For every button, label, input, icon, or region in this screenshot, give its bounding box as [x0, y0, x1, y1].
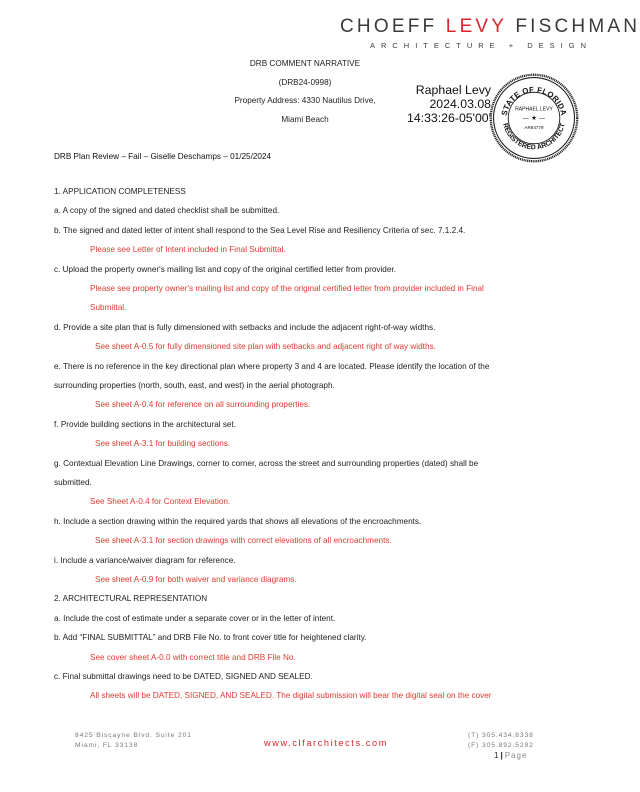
footer-phones — [468, 731, 534, 751]
comment-line: b. Add “FINAL SUBMITTAL” and DRB File No. to front cover title for heightened clarity. — [54, 633, 367, 643]
page-label: Page — [504, 751, 528, 760]
signature-name: Raphael Levy — [415, 83, 491, 97]
response-line: See sheet A-0.5 for fully dimensioned site plan with setbacks and adjacent right of way widths. — [95, 342, 436, 352]
address-line-1: Property Address: 4330 Nautilus Drive, — [234, 96, 376, 105]
comment-line: submitted. — [54, 478, 92, 487]
comment-line: h. Include a section drawing within the required yards that shows all elevations of the encroachments. — [54, 516, 422, 526]
comment-line: surrounding properties (north, south, east, and west) in the aerial photograph. — [54, 381, 335, 390]
response-line: Please see property owner's mailing list and copy of the original certified letter from provider included in Final — [90, 284, 484, 293]
page-number-value: 1 — [494, 751, 499, 760]
svg-text:AR94779: AR94779 — [524, 125, 544, 131]
company-logo — [340, 16, 640, 50]
logo-wordmark — [340, 16, 640, 38]
logo-name-part2: LEVY — [445, 16, 507, 37]
footer-address-line-2: Miami, FL 33138 — [75, 742, 139, 749]
response-line: See sheet A-0.9 for both waiver and variance diagrams. — [95, 575, 297, 584]
document-header — [190, 55, 420, 129]
response-line: See sheet A-3.1 for section drawings with correct elevations of all encroachments. — [95, 536, 392, 546]
response-line: Submittal. — [90, 303, 127, 313]
logo-name-part1: CHOEFF — [340, 16, 446, 37]
response-line: See Sheet A-0.4 for Context Elevation. — [90, 497, 231, 507]
logo-tagline: ARCHITECTURE + DESIGN — [369, 41, 592, 50]
comment-line: b. The signed and dated letter of intent shall respond to the Sea Level Rise and Resiliency Criteria of sec. 7.1.2.4. — [54, 225, 466, 235]
footer-phone-f: (F) 305.892.5292 — [468, 742, 534, 749]
footer-website-link[interactable]: www.clfarchitects.com — [264, 738, 388, 748]
comment-line: a. Include the cost of estimate under a separate cover or in the letter of intent. — [54, 613, 336, 623]
comment-line: d. Provide a site plan that is fully dimensioned with setbacks and include the adjacent right-of-way widths. — [54, 322, 436, 332]
comment-line: g. Contextual Elevation Line Drawings, corner to corner, across the street and surrounding properties (dated) shall be — [54, 458, 479, 468]
footer-address-line-1: 8425 Biscayne Blvd. Suite 201 — [75, 732, 192, 739]
document-title: DRB COMMENT NARRATIVE — [249, 59, 361, 68]
comment-line: a. A copy of the signed and dated checklist shall be submitted. — [54, 206, 280, 216]
comment-line: c. Upload the property owner's mailing list and copy of the original certified letter from provider. — [54, 264, 396, 274]
review-title: DRB Plan Review – Fail – Giselle Deschamps – 01/25/2024 — [54, 152, 272, 161]
footer-phone-t: (T) 305.434.8338 — [468, 732, 534, 739]
response-line: All sheets will be DATED, SIGNED, AND SEALED. The digital submission will bear the digital seal on the cover — [90, 691, 492, 701]
comment-line: c. Final submittal drawings need to be DATED, SIGNED AND SEALED. — [54, 672, 313, 681]
comment-line: i. Include a variance/waiver diagram for reference. — [54, 555, 236, 565]
logo-name-part3: FISCHMAN — [506, 16, 640, 37]
seal-graphic — [488, 72, 580, 164]
svg-text:REGISTERED ARCHITECT: REGISTERED ARCHITECT — [501, 122, 567, 152]
signature-time: 14:33:26-05'00' — [406, 111, 491, 125]
page-number — [494, 751, 527, 760]
response-line: Please see Letter of Intent included in Final Submittal. — [90, 245, 286, 255]
signature-date: 2024.03.08 — [429, 97, 491, 111]
svg-text:— ★ —: — ★ — — [522, 113, 546, 122]
response-line: See sheet A-0.4 for reference on all surrounding properties. — [95, 400, 311, 410]
address-line-2: Miami Beach — [281, 114, 329, 124]
page-number-separator: | — [500, 751, 503, 760]
digital-signature — [396, 83, 491, 125]
footer-address — [75, 731, 192, 751]
comment-line: e. There is no reference in the key directional plan where property 3 and 4 are located. Please identify the location of the — [54, 361, 490, 371]
svg-text:STATE OF FLORIDA: STATE OF FLORIDA — [499, 85, 569, 117]
response-line: See cover sheet A-0.0 with correct title and DRB File No. — [90, 652, 296, 662]
comment-line: 2. ARCHITECTURAL REPRESENTATION — [54, 594, 208, 604]
response-line: See sheet A-3.1 for building sections. — [95, 439, 231, 449]
comment-line: 1. APPLICATION COMPLETENESS — [54, 187, 186, 196]
case-number: (DRB24-0998) — [278, 77, 332, 87]
architect-seal — [488, 72, 580, 164]
comment-line: f. Provide building sections in the architectural set. — [54, 419, 237, 429]
svg-text:RAPHAEL LEVY: RAPHAEL LEVY — [515, 106, 553, 113]
